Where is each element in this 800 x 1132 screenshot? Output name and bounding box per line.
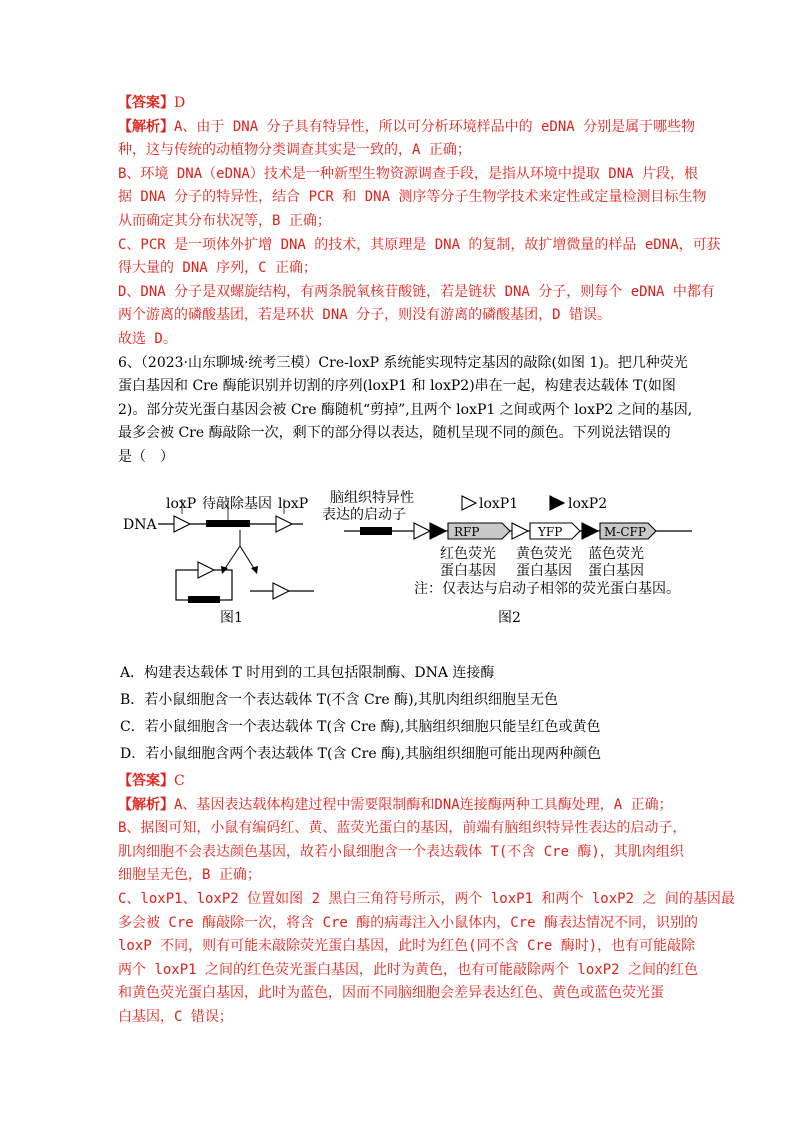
figure-2 bbox=[322, 489, 692, 626]
option-c: C．若小鼠细胞含一个表达载体 T(含 Cre 酶),其脑组织细胞只能呈红色或黄色 bbox=[120, 719, 601, 735]
fig2-gene-yfp: YFP bbox=[538, 525, 563, 539]
document-body bbox=[118, 92, 721, 470]
analysis-2-line: 两个 loxP1 之间的红色荧光蛋白基因，此时为黄色，也有可能敲除两个 loxP2 之间的红色 bbox=[118, 961, 698, 978]
analysis-2-line: loxP 不同，则有可能未敲除荧光蛋白基因，此时为红色(同不含 Cre 酶时)，也有可能敲除 bbox=[118, 938, 696, 955]
question-6-line: 蛋白基因和 Cre 酶能识别并切割的序列(loxP1 和 loxP2)串在一起，构建表达载体 T(如图 bbox=[118, 378, 676, 395]
loxp-right-icon bbox=[276, 516, 292, 532]
question-6-line: 6、（2023·山东聊城·统考三模）Cre-loxP 系统能实现特定基因的敲除(如图 1)。把几种荧光 bbox=[118, 354, 688, 371]
fig1-loxp-right-label: loxP bbox=[278, 496, 309, 512]
loxp-left-icon bbox=[174, 516, 190, 532]
fig1-caption: 图1 bbox=[220, 610, 243, 626]
promoter-bar bbox=[360, 527, 392, 535]
question-6-line: 2)。部分荧光蛋白基因会被 Cre 酶随机“剪掉”,且两个 loxP1 之间或两个 loxP2 之间的基因, bbox=[118, 401, 693, 418]
loxp1-legend-icon bbox=[462, 496, 476, 510]
loxp2-icon bbox=[582, 523, 598, 539]
fig2-gene-mcfp: M-CFP bbox=[604, 525, 646, 539]
analysis-1-line: 从而确定其分布状况等，B 正确； bbox=[118, 212, 331, 229]
analysis-1-line: 种，这与传统的动植物分类调查其实是一致的，A 正确； bbox=[118, 142, 471, 159]
fig2-legend-loxp1: loxP1 bbox=[479, 496, 519, 512]
analysis-1-line: 【解析】A、由于 DNA 分子具有特异性，所以可分析环境样品中的 eDNA 分别是属于哪些物 bbox=[118, 118, 696, 135]
answer-1-label: 【答案】 bbox=[118, 95, 174, 111]
loxp2-legend-icon bbox=[550, 496, 564, 510]
analysis-1-line: 两个游离的磷酸基团，若是环状 DNA 分子，则没有游离的磷酸基团，D 错误。 bbox=[118, 307, 611, 324]
answer-2-value: C bbox=[174, 773, 185, 789]
fig2-yfp-desc-1: 黄色荧光 bbox=[516, 546, 572, 562]
analysis-1-line: B、环境 DNA（eDNA）技术是一种新型生物资源调查手段，是指从环境中提取 DNA 片段，根 bbox=[118, 165, 698, 182]
loxp-icon bbox=[198, 562, 214, 578]
analysis-1-line: C、PCR 是一项体外扩增 DNA 的技术，其原理是 DNA 的复制，故扩增微量的样品 eDNA，可获 bbox=[118, 236, 721, 253]
fig2-promoter-label-2: 表达的启动子 bbox=[322, 507, 406, 523]
target-gene-bar bbox=[206, 520, 250, 527]
fig1-arrow-left bbox=[224, 546, 240, 570]
fig2-gene-rfp: RFP bbox=[454, 525, 480, 539]
option-b: B．若小鼠细胞含一个表达载体 T(不含 Cre 酶),其肌肉组织细胞呈无色 bbox=[120, 692, 559, 708]
analysis-2-label: 【解析】 bbox=[118, 796, 174, 813]
fig2-caption: 图2 bbox=[498, 610, 521, 626]
analysis-2-line: 细胞呈无色，B 正确； bbox=[118, 867, 261, 884]
fig1-loxp-left-label: loxP bbox=[166, 496, 197, 512]
analysis-1-line: 据 DNA 分子的特异性，结合 PCR 和 DNA 测序等分子生物学技术来定性或定量检测目标生物 bbox=[118, 189, 707, 206]
analysis-1-line: D、DNA 分子是双螺旋结构，有两条脱氧核苷酸链，若是链状 DNA 分子，则每个 eDNA 中都有 bbox=[118, 283, 715, 300]
loxp1-icon bbox=[512, 523, 528, 539]
fig1-target-gene-label: 待敲除基因 bbox=[202, 496, 272, 512]
fig2-note: 注：仅表达与启动子相邻的荧光蛋白基因。 bbox=[414, 581, 680, 597]
fig2-yfp-desc-2: 蛋白基因 bbox=[516, 563, 572, 579]
answer-1 bbox=[118, 92, 684, 116]
fig1-arrow-right bbox=[240, 546, 255, 570]
analysis-2-line: 【解析】A、基因表达载体构建过程中需要限制酶和DNA连接酶两种工具酶处理，A 正确； bbox=[118, 796, 673, 813]
arrowhead-icon bbox=[251, 566, 258, 574]
answer-2-label: 【答案】 bbox=[118, 773, 174, 789]
figure-1 bbox=[123, 495, 314, 626]
analysis-1-label: 【解析】 bbox=[118, 118, 174, 135]
analysis-2-line: B、据图可知，小鼠有编码红、黄、蓝荧光蛋白的基因，前端有脑组织特异性表达的启动子， bbox=[118, 820, 687, 837]
answer-2 bbox=[118, 770, 684, 794]
option-a: A．构建表达载体 T 时用到的工具包括限制酶、DNA 连接酶 bbox=[120, 665, 495, 681]
analysis-2-line: C、loxP1、loxP2 位置如图 2 黑白三角符号所示，两个 loxP1 和两个 loxP2 之 间的基因最 bbox=[118, 890, 735, 907]
options-and-analysis bbox=[118, 660, 735, 1030]
fig1-dna-label: DNA bbox=[123, 517, 157, 533]
fig2-cfp-desc-1: 蓝色荧光 bbox=[588, 546, 644, 562]
fig2-cfp-desc-2: 蛋白基因 bbox=[588, 563, 644, 579]
analysis-2-line: 和黄色荧光蛋白基因，此时为蓝色，因而不同脑细胞会差异表达红色、黄色或蓝色荧光蛋 bbox=[118, 985, 664, 1002]
question-6-line: 最多会被 Cre 酶敲除一次，剩下的部分得以表达，随机呈现不同的颜色。下列说法错误的 bbox=[118, 425, 671, 442]
loxp2-icon bbox=[430, 523, 446, 539]
analysis-2-line: 白基因，C 错误； bbox=[118, 1008, 233, 1025]
loxp-icon bbox=[273, 583, 289, 599]
fig2-rfp-desc-2: 蛋白基因 bbox=[440, 563, 496, 579]
analysis-1-line: 故选 D。 bbox=[118, 330, 177, 347]
fig2-rfp-desc-1: 红色荧光 bbox=[440, 546, 496, 562]
figure-svg bbox=[118, 488, 698, 628]
analysis-2-line: 多会被 Cre 酶敲除一次，将含 Cre 酶的病毒注入小鼠体内，Cre 酶表达情况不同，识别的 bbox=[118, 914, 698, 931]
fig2-promoter-label-1: 脑组织特异性 bbox=[330, 490, 414, 506]
fig2-legend-loxp2: loxP2 bbox=[568, 496, 608, 512]
loxp1-icon bbox=[414, 523, 430, 539]
question-figure bbox=[118, 488, 698, 632]
question-6-line: 是（ ） bbox=[118, 448, 174, 465]
answer-1-value: D bbox=[174, 95, 186, 111]
analysis-1-line: 得大量的 DNA 序列，C 正确； bbox=[118, 260, 318, 277]
option-d: D．若小鼠细胞含两个表达载体 T(含 Cre 酶),其脑组织细胞可能出现两种颜色 bbox=[120, 746, 601, 762]
analysis-2-line: 肌肉细胞不会表达颜色基因，故若小鼠细胞含一个表达载体 T(不含 Cre 酶)，其肌肉组织 bbox=[118, 843, 684, 860]
excised-gene-bar bbox=[188, 596, 220, 603]
